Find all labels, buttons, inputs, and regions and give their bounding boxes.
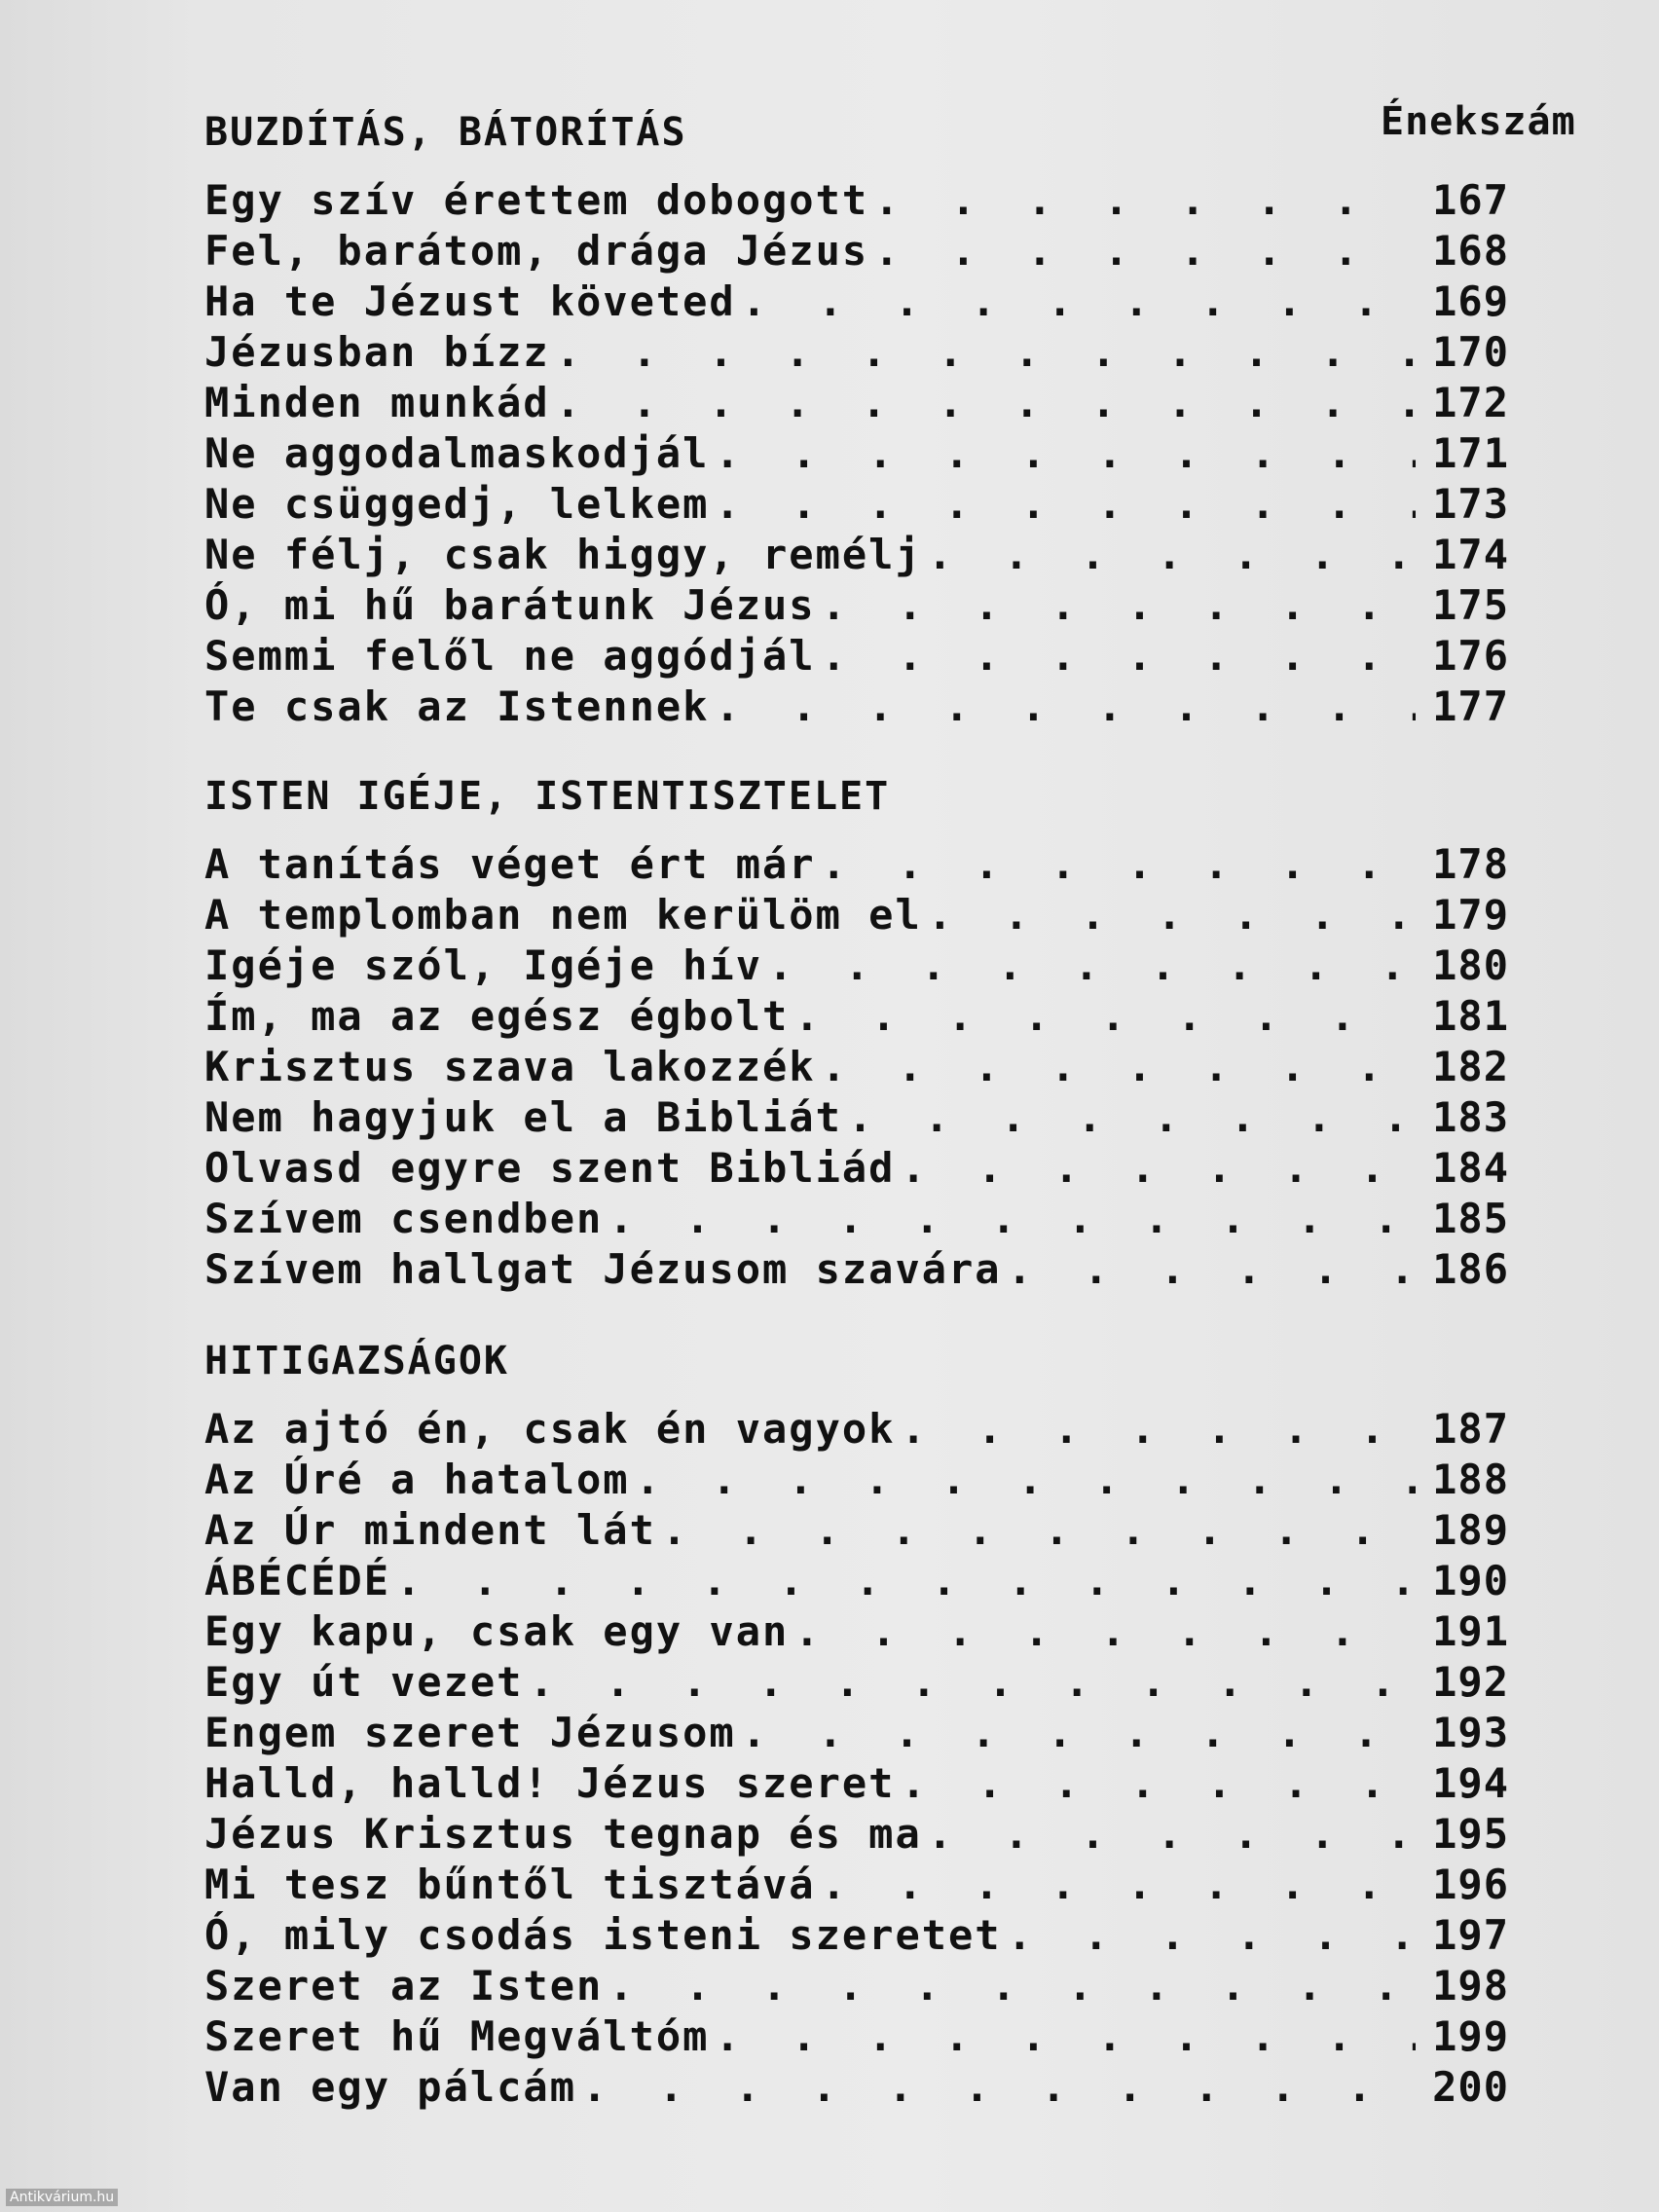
- toc-entry: [204, 276, 1509, 327]
- entry-number: 191: [1432, 1607, 1509, 1655]
- entry-title: Egy kapu, csak egy van: [204, 1607, 790, 1655]
- entry-title: Van egy pálcám: [204, 2063, 577, 2111]
- entry-title: Szívem hallgat Jézusom szavára: [204, 1245, 1002, 1293]
- section-isten-igeje: [204, 771, 1509, 1295]
- dot-leader: [789, 1606, 1416, 1657]
- dot-leader: [816, 1860, 1416, 1910]
- section-title: HITIGAZSÁGOK: [204, 1339, 509, 1383]
- entry-number: 167: [1432, 176, 1509, 224]
- dot-leader: [895, 1758, 1416, 1809]
- section-hitigazsagok: [204, 1336, 1509, 2113]
- toc-entry: [204, 378, 1509, 428]
- entry-title: A tanítás véget ért már: [204, 840, 816, 888]
- column-header: Énekszám: [1381, 99, 1576, 144]
- dot-leader: [550, 327, 1416, 378]
- entry-title: Halld, halld! Jézus szeret: [204, 1759, 896, 1807]
- entry-title: Szívem csendben: [204, 1195, 604, 1242]
- entry-title: Ó, mi hű barátunk Jézus: [204, 581, 816, 629]
- dot-leader: [789, 991, 1416, 1042]
- entry-title: Olvasd egyre szent Bibliád: [204, 1144, 896, 1192]
- toc-entry: [204, 1708, 1509, 1758]
- entry-title: Ne félj, csak higgy, remélj: [204, 531, 922, 578]
- dot-leader: [709, 2011, 1416, 2062]
- entry-title: Az Úr mindent lát: [204, 1506, 656, 1554]
- entry-title: Az Úré a hatalom: [204, 1456, 630, 1503]
- entry-number: 188: [1432, 1456, 1509, 1503]
- toc-entry: [204, 1194, 1509, 1244]
- dot-leader: [550, 378, 1416, 428]
- entry-title: Fel, barátom, drága Jézus: [204, 227, 869, 275]
- entry-number: 189: [1432, 1506, 1509, 1554]
- dot-leader: [709, 479, 1416, 530]
- dot-leader: [922, 530, 1416, 580]
- toc-entry: [204, 1042, 1509, 1092]
- dot-leader: [630, 1455, 1416, 1505]
- dot-leader: [709, 428, 1416, 479]
- toc-entry: [204, 580, 1509, 631]
- toc-entry: [204, 1455, 1509, 1505]
- toc-entry: [204, 1244, 1509, 1295]
- entry-title: Igéje szól, Igéje hív: [204, 941, 763, 989]
- entry-number: 187: [1432, 1405, 1509, 1453]
- entry-title: Mi tesz bűntől tisztává: [204, 1861, 816, 1908]
- toc-entry: [204, 1143, 1509, 1194]
- dot-leader: [576, 2062, 1416, 2113]
- entry-number: 170: [1432, 328, 1509, 376]
- entry-title: Te csak az Istennek: [204, 682, 710, 730]
- entry-title: Nem hagyjuk el a Bibliát: [204, 1093, 842, 1141]
- entry-title: Ne aggodalmaskodjál: [204, 429, 710, 477]
- entry-list: [204, 175, 1509, 732]
- dot-leader: [762, 940, 1416, 991]
- entry-number: 178: [1432, 840, 1509, 888]
- entry-number: 200: [1432, 2063, 1509, 2111]
- dot-leader: [895, 1143, 1416, 1194]
- dot-leader: [895, 1404, 1416, 1455]
- entry-title: Semmi felől ne aggódjál: [204, 632, 816, 680]
- entry-title: A templomban nem kerülöm el: [204, 891, 922, 939]
- entry-title: Szeret az Isten: [204, 1962, 604, 2009]
- entry-number: 198: [1432, 1962, 1509, 2009]
- dot-leader: [816, 839, 1416, 890]
- entry-number: 199: [1432, 2012, 1509, 2060]
- entry-number: 173: [1432, 480, 1509, 528]
- dot-leader: [656, 1505, 1416, 1556]
- toc-entry: [204, 890, 1509, 940]
- dot-leader: [523, 1657, 1416, 1708]
- toc-entry: [204, 991, 1509, 1042]
- entry-number: 195: [1432, 1810, 1509, 1858]
- toc-entry: [204, 631, 1509, 682]
- entry-title: ÁBÉCÉDÉ: [204, 1557, 391, 1604]
- toc-entry: [204, 1910, 1509, 1961]
- entry-number: 180: [1432, 941, 1509, 989]
- dot-leader: [736, 276, 1416, 327]
- entry-number: 169: [1432, 277, 1509, 325]
- entry-number: 179: [1432, 891, 1509, 939]
- entry-number: 183: [1432, 1093, 1509, 1141]
- entry-title: Szeret hű Megváltóm: [204, 2012, 710, 2060]
- entry-title: Egy szív érettem dobogott: [204, 176, 869, 224]
- dot-leader: [816, 1042, 1416, 1092]
- toc-entry: [204, 2062, 1509, 2113]
- entry-number: 168: [1432, 227, 1509, 275]
- dot-leader: [922, 890, 1416, 940]
- entry-number: 193: [1432, 1709, 1509, 1756]
- entry-number: 174: [1432, 531, 1509, 578]
- toc-entry: [204, 2011, 1509, 2062]
- entry-title: Ha te Jézust követed: [204, 277, 736, 325]
- entry-title: Engem szeret Jézusom: [204, 1709, 736, 1756]
- entry-number: 196: [1432, 1861, 1509, 1908]
- toc-entry: [204, 530, 1509, 580]
- entry-title: Ím, ma az egész égbolt: [204, 992, 790, 1040]
- toc-entry: [204, 839, 1509, 890]
- dot-leader: [709, 682, 1416, 732]
- dot-leader: [1002, 1910, 1416, 1961]
- dot-leader: [816, 580, 1416, 631]
- toc-entry: [204, 226, 1509, 276]
- toc-entry: [204, 1092, 1509, 1143]
- entry-list: [204, 1404, 1509, 2113]
- dot-leader: [390, 1556, 1416, 1606]
- dot-leader: [816, 631, 1416, 682]
- dot-leader: [1002, 1244, 1416, 1295]
- dot-leader: [603, 1194, 1416, 1244]
- section-title: BUZDÍTÁS, BÁTORÍTÁS: [204, 110, 687, 155]
- entry-title: Ne csüggedj, lelkem: [204, 480, 710, 528]
- toc-entry: [204, 1860, 1509, 1910]
- toc-entry: [204, 428, 1509, 479]
- entry-number: 190: [1432, 1557, 1509, 1604]
- entry-number: 171: [1432, 429, 1509, 477]
- dot-leader: [922, 1809, 1416, 1860]
- entry-title: Jézus Krisztus tegnap és ma: [204, 1810, 922, 1858]
- toc-entry: [204, 327, 1509, 378]
- entry-number: 186: [1432, 1245, 1509, 1293]
- toc-entry: [204, 940, 1509, 991]
- entry-title: Ó, mily csodás isteni szeretet: [204, 1911, 1002, 1959]
- entry-number: 197: [1432, 1911, 1509, 1959]
- entry-title: Az ajtó én, csak én vagyok: [204, 1405, 896, 1453]
- toc-entry: [204, 1606, 1509, 1657]
- dot-leader: [868, 226, 1416, 276]
- toc-entry: [204, 1505, 1509, 1556]
- entry-number: 176: [1432, 632, 1509, 680]
- entry-title: Jézusban bízz: [204, 328, 550, 376]
- section-buzditas: [204, 107, 1509, 732]
- dot-leader: [736, 1708, 1416, 1758]
- watermark: Antikvárium.hu: [6, 2189, 118, 2206]
- toc-entry: [204, 1961, 1509, 2011]
- entry-list: [204, 839, 1509, 1295]
- toc-entry: [204, 175, 1509, 226]
- entry-number: 185: [1432, 1195, 1509, 1242]
- entry-number: 181: [1432, 992, 1509, 1040]
- entry-number: 177: [1432, 682, 1509, 730]
- entry-title: Minden munkád: [204, 379, 550, 426]
- entry-number: 182: [1432, 1043, 1509, 1090]
- entry-title: Egy út vezet: [204, 1658, 524, 1706]
- toc-entry: [204, 1758, 1509, 1809]
- toc-entry: [204, 1404, 1509, 1455]
- dot-leader: [868, 175, 1416, 226]
- entry-number: 175: [1432, 581, 1509, 629]
- section-title: ISTEN IGÉJE, ISTENTISZTELET: [204, 774, 891, 819]
- toc-entry: [204, 1657, 1509, 1708]
- dot-leader: [842, 1092, 1416, 1143]
- toc-entry: [204, 479, 1509, 530]
- entry-number: 184: [1432, 1144, 1509, 1192]
- entry-number: 192: [1432, 1658, 1509, 1706]
- dot-leader: [603, 1961, 1416, 2011]
- entry-number: 194: [1432, 1759, 1509, 1807]
- toc-entry: [204, 1809, 1509, 1860]
- toc-entry: [204, 682, 1509, 732]
- entry-title: Krisztus szava lakozzék: [204, 1043, 816, 1090]
- entry-number: 172: [1432, 379, 1509, 426]
- toc-entry: [204, 1556, 1509, 1606]
